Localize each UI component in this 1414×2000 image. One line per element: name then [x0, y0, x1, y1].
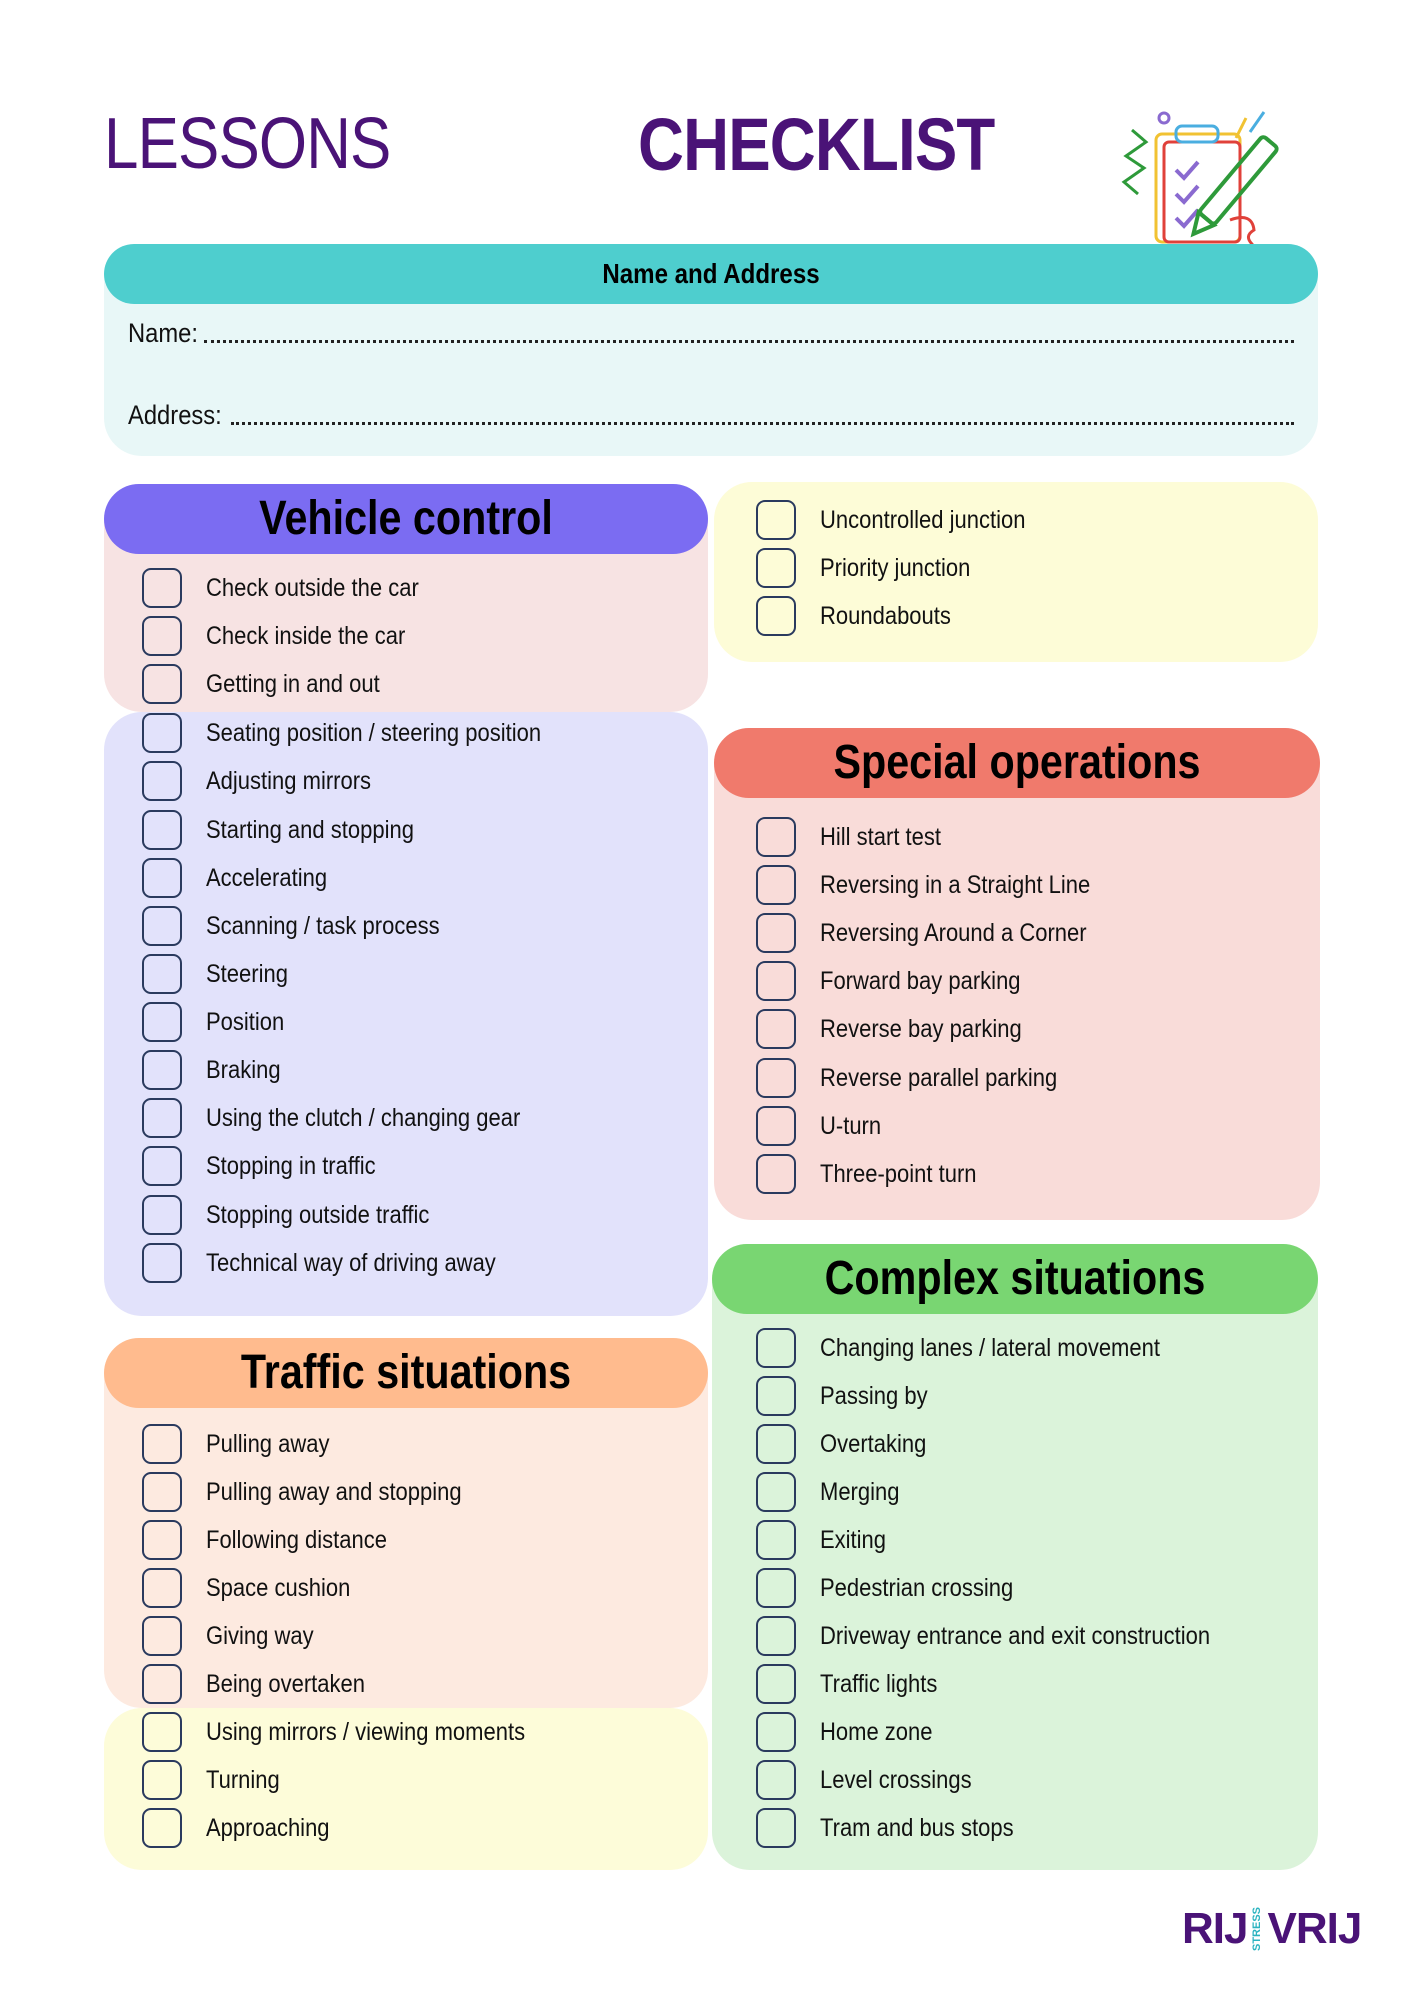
checkbox[interactable] [142, 664, 182, 704]
checkbox[interactable] [142, 954, 182, 994]
checkbox[interactable] [142, 858, 182, 898]
checkbox[interactable] [142, 1098, 182, 1138]
checklist-item[interactable] [756, 1005, 1049, 1053]
item-label: Stopping in traffic [206, 1151, 376, 1180]
item-label: U-turn [820, 1111, 882, 1140]
item-label: Steering [206, 959, 288, 988]
checkbox[interactable] [756, 500, 796, 540]
item-label: Driveway entrance and exit construction [820, 1621, 1211, 1650]
checkbox[interactable] [142, 906, 182, 946]
item-label: Reversing Around a Corner [820, 918, 1087, 947]
checklist-item[interactable] [142, 757, 394, 805]
item-label: Approaching [206, 1813, 330, 1842]
checkbox[interactable] [756, 1616, 796, 1656]
checkbox[interactable] [142, 1568, 182, 1608]
item-label: Roundabouts [820, 601, 951, 630]
checklist-item[interactable] [142, 1420, 346, 1468]
name-line[interactable] [204, 339, 1294, 343]
checkbox[interactable] [142, 1424, 182, 1464]
checkbox[interactable] [142, 1808, 182, 1848]
checkbox[interactable] [756, 865, 796, 905]
checklist-item[interactable] [142, 902, 471, 950]
checklist-item[interactable] [142, 1756, 290, 1804]
checkbox[interactable] [756, 596, 796, 636]
checklist-item[interactable] [756, 1468, 910, 1516]
checklist-item[interactable] [756, 1804, 1040, 1852]
item-label: Tram and bus stops [820, 1813, 1014, 1842]
checklist-item[interactable] [756, 1708, 948, 1756]
checklist-item[interactable] [756, 1564, 1040, 1612]
checklist-item[interactable] [142, 709, 587, 757]
checkbox[interactable] [756, 548, 796, 588]
checklist-item[interactable] [142, 950, 299, 998]
checkbox[interactable] [142, 1616, 182, 1656]
item-label: Level crossings [820, 1765, 972, 1794]
checkbox[interactable] [756, 1472, 796, 1512]
item-label: Overtaking [820, 1429, 927, 1458]
checklist-item[interactable] [142, 1046, 291, 1094]
checklist-item[interactable] [142, 1191, 460, 1239]
item-label: Priority junction [820, 553, 971, 582]
item-label: Reversing in a Straight Line [820, 870, 1091, 899]
checklist-item[interactable] [756, 1660, 953, 1708]
checkbox[interactable] [142, 568, 182, 608]
checklist-item[interactable] [142, 1708, 569, 1756]
item-label: Technical way of driving away [206, 1248, 496, 1277]
item-label: Hill start test [820, 822, 942, 851]
checklist-item[interactable] [142, 806, 442, 854]
checklist-item[interactable] [756, 496, 1053, 544]
item-label: Merging [820, 1477, 900, 1506]
item-label: Forward bay parking [820, 966, 1021, 995]
item-label: Exiting [820, 1525, 887, 1554]
checkbox[interactable] [756, 913, 796, 953]
checklist-item[interactable] [142, 1516, 412, 1564]
item-label: Position [206, 1007, 285, 1036]
checkbox[interactable] [756, 1106, 796, 1146]
address-line[interactable] [231, 421, 1294, 425]
name-field[interactable] [128, 318, 1294, 349]
checklist-item[interactable] [142, 612, 433, 660]
checkbox[interactable] [756, 1664, 796, 1704]
checkbox[interactable] [756, 1760, 796, 1800]
item-label: Stopping outside traffic [206, 1200, 430, 1229]
checkbox[interactable] [142, 1472, 182, 1512]
brand-word-1: RIJ [1182, 1904, 1248, 1953]
checkbox[interactable] [142, 810, 182, 850]
item-label: Being overtaken [206, 1669, 366, 1698]
item-label: Giving way [206, 1621, 314, 1650]
item-label: Adjusting mirrors [206, 766, 372, 795]
checklist-item[interactable] [142, 1612, 328, 1660]
item-label: Home zone [820, 1717, 933, 1746]
item-label: Three-point turn [820, 1159, 977, 1188]
checkbox[interactable] [756, 817, 796, 857]
checklist-item[interactable] [756, 1612, 1263, 1660]
address-label: Address: [128, 400, 222, 430]
checkbox[interactable] [756, 1154, 796, 1194]
checkbox[interactable] [142, 616, 182, 656]
checkbox[interactable] [142, 1002, 182, 1042]
checkbox[interactable] [756, 1424, 796, 1464]
item-label: Traffic lights [820, 1669, 938, 1698]
checklist-item[interactable] [756, 1150, 998, 1198]
checkbox[interactable] [142, 1760, 182, 1800]
item-label: Starting and stopping [206, 815, 414, 844]
checklist-item[interactable] [142, 1094, 563, 1142]
item-label: Reverse bay parking [820, 1014, 1022, 1043]
checklist-item[interactable] [142, 1564, 370, 1612]
checklist-item[interactable] [756, 1102, 889, 1150]
item-label: Check outside the car [206, 573, 419, 602]
item-label: Uncontrolled junction [820, 505, 1026, 534]
checklist-item[interactable] [756, 1756, 992, 1804]
checklist-item[interactable] [756, 861, 1127, 909]
checkbox[interactable] [756, 1568, 796, 1608]
item-label: Following distance [206, 1525, 387, 1554]
checkbox[interactable] [142, 1050, 182, 1090]
address-field[interactable] [128, 400, 1294, 431]
checkbox[interactable] [756, 961, 796, 1001]
item-label: Reverse parallel parking [820, 1063, 1058, 1092]
checkbox[interactable] [756, 1328, 796, 1368]
item-label: Braking [206, 1055, 281, 1084]
checklist-item[interactable] [142, 1468, 496, 1516]
checklist-item[interactable] [756, 909, 1123, 957]
item-label: Changing lanes / lateral movement [820, 1333, 1160, 1362]
checklist-item[interactable] [756, 1516, 895, 1564]
special-operations-heading: Special operations [714, 728, 1320, 798]
checkbox[interactable] [756, 1808, 796, 1848]
checkbox[interactable] [142, 1195, 182, 1235]
item-label: Using the clutch / changing gear [206, 1103, 521, 1132]
item-label: Pedestrian crossing [820, 1573, 1014, 1602]
checklist-item[interactable] [142, 1660, 387, 1708]
brand-word-2: VRIJ [1267, 1904, 1362, 1953]
checkbox[interactable] [756, 1520, 796, 1560]
checkbox[interactable] [142, 1520, 182, 1560]
checkbox[interactable] [756, 1712, 796, 1752]
checkbox[interactable] [756, 1009, 796, 1049]
title-checklist: CHECKLIST [638, 103, 995, 186]
checklist-item[interactable] [756, 1420, 941, 1468]
item-label: Passing by [820, 1381, 928, 1410]
checkbox[interactable] [142, 1664, 182, 1704]
item-label: Accelerating [206, 863, 328, 892]
checklist-item[interactable] [142, 660, 403, 708]
checklist-item[interactable] [756, 544, 991, 592]
traffic-situations-heading: Traffic situations [104, 1338, 708, 1408]
brand-logo [1182, 1904, 1361, 1954]
checklist-item[interactable] [142, 1804, 346, 1852]
item-label: Pulling away [206, 1429, 330, 1458]
complex-situations-heading: Complex situations [712, 1244, 1318, 1314]
checklist-item[interactable] [756, 813, 958, 861]
checklist-item[interactable] [756, 592, 969, 640]
checkbox[interactable] [756, 1376, 796, 1416]
vehicle-control-heading: Vehicle control [104, 484, 708, 554]
checkbox[interactable] [142, 713, 182, 753]
name-address-heading: Name and Address [104, 244, 1318, 304]
item-label: Getting in and out [206, 669, 380, 698]
item-label: Turning [206, 1765, 280, 1794]
checkbox[interactable] [756, 1058, 796, 1098]
item-label: Seating position / steering position [206, 718, 542, 747]
brand-word-small: STRESS [1251, 1906, 1264, 1951]
checkbox[interactable] [142, 1712, 182, 1752]
checklist-item[interactable] [142, 564, 448, 612]
checklist-item[interactable] [756, 957, 1048, 1005]
checklist-item[interactable] [756, 1372, 942, 1420]
item-label: Pulling away and stopping [206, 1477, 462, 1506]
checklist-item[interactable] [142, 1142, 399, 1190]
checklist-item[interactable] [142, 854, 344, 902]
checkbox[interactable] [142, 1243, 182, 1283]
name-label: Name: [128, 318, 198, 348]
item-label: Scanning / task process [206, 911, 440, 940]
checklist-item[interactable] [756, 1054, 1090, 1102]
item-label: Space cushion [206, 1573, 351, 1602]
checkbox[interactable] [142, 761, 182, 801]
title-lessons: LESSONS [104, 104, 391, 184]
item-label: Using mirrors / viewing moments [206, 1717, 526, 1746]
item-label: Check inside the car [206, 621, 406, 650]
checkbox[interactable] [142, 1146, 182, 1186]
checklist-item[interactable] [142, 998, 295, 1046]
checklist-item[interactable] [756, 1324, 1206, 1372]
checklist-item[interactable] [142, 1239, 535, 1287]
